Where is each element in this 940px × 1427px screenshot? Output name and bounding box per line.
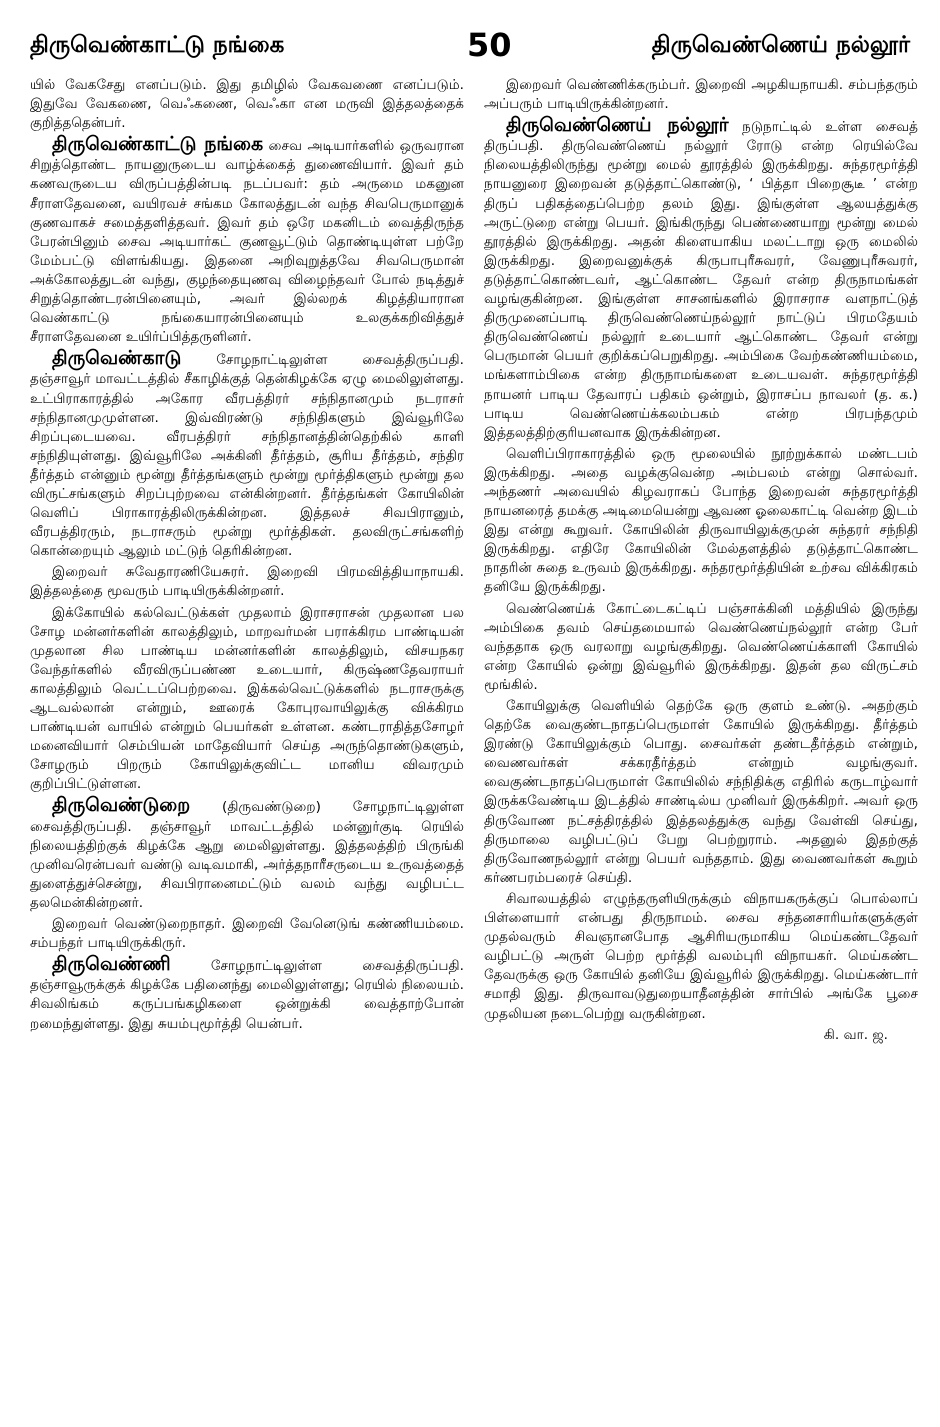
entry-headword: திருவெண்காடு bbox=[52, 347, 182, 370]
paragraph: இறைவர் வெண்ணிக்கரும்பர். இறைவி அழகியநாயகி. சம்பந்தரும் அப்பரும் பாடியிருக்கின்றனர். bbox=[484, 77, 918, 113]
paragraph: கோயிலுக்கு வெளியில் தெற்கே ஒரு குளம் உண்டு. அதற்கும் தெற்கே வைகுண்டநாதப்பெருமாள் கோயில் இருக்கிறது. தீர்த்தம் இரண்டு கோயிலுக்கும் பொது. சைவர்கள் தண்டதீர்த்தம் என்றும், வைணவர்கள் சக்கரதீர்த்தம் என்றும் வழங்குவர். வைகுண்டநாதப்பெருமாள் கோயிலில் சந்நிதிக்கு எதிரில் கருடாழ்வார் இருக்கவேண்டிய இடத்தில் சாண்டில்ய முனிவர் இருக்கிறர். அவர் ஒரு திருவோண நட்சத்திரத்தில் இத்தலத்துக்கு வந்து வேள்வி செய்து, திருமாலை வழிபட்டுப் பேறு பெற்றுராம். அதனுல் இதற்குத் திருவோணநல்லூர் என்று பெயர் வந்ததாம். இது வைணவர்கள் கூறும் கர்ணபரம்பரைச் செய்தி. bbox=[484, 698, 918, 886]
entry-headword: திருவெண்ணி bbox=[52, 953, 171, 976]
entry-headword: திருவெண்ணெய் நல்லூர் bbox=[506, 114, 729, 137]
paragraph: வெளிப்பிராகாரத்தில் ஒரு மூலையில் நூற்றுக்கால் மண்டபம் இருக்கிறது. அதை வழக்குவென்ற அம்பலம் என்று சொல்வர். அந்தணர் அவையில் கிழவராகப் போந்த இறைவன் சுந்தரமூர்த்தி நாயனரைத் தமக்கு அடிமையென்று ஆவண ஓலைகாட்டி வென்ற இடம் இது என்று கூறுவர். கோயிலின் திருவாயிலுக்குமுன் சுந்தரர் சந்நிதி இருக்கிறது. எதிரே கோயிலின் மேல்தளத்தில் தடுத்தாட்கொண்ட நாதரின் சுதை உருவம் இருக்கிறது. சுந்தரமூர்த்தியின் உற்சவ விக்கிரகம் தனியே இருக்கிறது. bbox=[484, 445, 918, 596]
entry-headword: திருவெண்காட்டு நங்கை bbox=[52, 133, 264, 156]
entry-body: சைவ அடியார்களில் ஒருவரான சிறுத்தொண்ட நாயனுருடைய வாழ்க்கைத் துணைவியார். இவர் தம் கணவருடைய விருப்பத்தின்படி நடப்பவர்: தம் அருமை மகனுன சீராளதேவனை, வயிரவச் சங்கம கோலத்துடன் வந்த சிவபெருமானுக் குணவாகச் சமைத்தளித்தவர். இவர் தம் ஒரே மகனிடம் வைத்திருந்த பேரன்பினும் சைவ அடியார்கட் குணவூட்டும் தொண்டியுள்ள பற்றே மேம்பட்டு விளங்கியது. இதனை அறிவுறுத்தவே சிவபெருமான் அக்கோலத்துடன் வந்து, குழந்தையுணவு விழைந்தவர் போல் நடித்துச் சிறுத்தொண்டரன்பினையும், அவர் இல்லறக் கிழத்தியாரான வெண்காட்டு நங்கையாரன்பினையும் உலகுக்கறிவித்துச் சீராளதேவனை உயிர்ப்பித்தருளினர். bbox=[30, 138, 464, 346]
entry-body: சோழநாட்டிலுள்ள சைவத்திருப்பதி. தஞ்சாவூருக்குக் கிழக்கே பதினைந்து மைலிலுள்ளது; ரெயில் நிலையம். சிவலிங்கம் கருப்பங்கழிகளை ஒன்றுக்கி வைத்தாற்போன் றமைந்துள்ளது. இது சுயம்புமூர்த்தி யென்பர். bbox=[30, 958, 464, 1032]
entry-body: சோழநாட்டிலுள்ள சைவத்திருப்பதி. தஞ்சாவூர் மாவட்டத்தில் சீகாழிக்குத் தென்கிழக்கே ஏழு மைலிலுள்ளது. உட்பிராகாரத்தில் அகோர வீரபத்திரர் சந்நிதானமும் நடராசர் சந்நிதானமுமுள்ளன. இவ்விரண்டு சந்நிதிகளும் இவ்வூரிலே சிறப்புடையவை. வீரபத்திரர் சந்நிதானத்தின்தெற்கில் காளி சந்நிதியுள்ளது. இவ்வூரிலே அக்கினி தீர்த்தம், சூரிய தீர்த்தம், சந்திர தீர்த்தம் என்னும் மூன்று தீர்த்தங்களும் மூன்று மூர்த்திகளும் மூன்று தல விருட்சங்களும் சிறப்புற்றவை என்கின்றனர். தீர்த்தங்கள் கோயிலின் வெளிப் பிராகாரத்திலிருக்கின்றன. இத்தலச் சிவபிரானும், வீரபத்திரரும், நடராசரும் மூன்று மூர்த்திகள். தலவிருட்சங்களிற் கொன்றையும் ஆலும் மட்டுந் தெரிகின்றன. bbox=[30, 352, 464, 560]
paragraph: இக்கோயில் கல்வெட்டுக்கள் முதலாம் இராசராசன் முதலான பல சோழ மன்னர்களின் காலத்திலும், மாறவர்மன் பராக்கிரம பாண்டியன் முதலான சில பாண்டிய மன்னர்களின் காலத்திலும், விசயநகர வேந்தர்களில் வீரவிருப்பண்ண உடையார், கிருஷ்ணதேவராயர் காலத்திலும் வெட்டப்பெற்றவை. இக்கல்வெட்டுக்களில் நடராசருக்கு ஆடவல்லான் என்றும், ஊரைக் கோபுரவாயிலுக்கு விக்கிரம பாண்டியன் வாயில் என்றும் பெயர்கள் உள்ளன. கண்டராதித்தசோழர் மனைவியார் செம்பியன் மாதேவியார் செய்த அருந்தொண்டுகளும், சோழரும் பிறரும் கோயிலுக்குவிட்ட மானிய விவரமும் குறிப்பிட்டுள்ளன. bbox=[30, 604, 464, 793]
entry-body: நடுநாட்டில் உள்ள சைவத் திருப்பதி. திருவெண்ணெய் நல்லூர் ரோடு என்ற ரெயில்வே நிலையத்திலிருந்து மூன்று மைல் தூரத்தில் இருக்கிறது. சுந்தரமூர்த்தி நாயனுரை இறைவன் தடுத்தாட்கொண்டு, ‘ பித்தா பிறைசூடீ ’ என்ற திருப் பதிகத்தைப்பெற்ற தலம் இது. இங்குள்ள ஆலயத்துக்கு அருட்டுறை என்று பெயர். இங்கிருந்து பெண்ணையாறு மூன்று மைல் தூரத்தில் இருக்கிறது. அதன் கிளையாகிய மலட்டாறு ஒரு மைலில் இருக்கிறது. இறைவனுக்குக் கிருபாபுரீசுவரர், வேணுபுரீசுவரர், தடுத்தாட்கொண்டவர், ஆட்கொண்ட தேவர் என்ற திருநாமங்கள் வழங்குகின்றன. இங்குள்ள சாசனங்களில் இராசராச வளநாட்டுத் திருமுனைப்பாடி திருவெண்ணெய்நல்லூர் நாட்டுப் பிரமதேயம் திருவெண்ணெய் நல்லூர் உடையார் ஆட்கொண்ட தேவர் என்று பெருமான் பெயர் குறிக்கப்பெறுகிறது. அம்பிகை வேற்கண்ணியம்மை, மங்களாம்பிகை என்ற திருநாமங்களை உடையவள். சுந்தரமூர்த்தி நாயனர் பாடிய தேவாரப் பதிகம் ஒன்றும், இராசப்ப நாவலர் (த. க.) பாடிய வெண்ணெய்க்கலம்பகம் என்ற பிரபந்தமும் இத்தலத்திற்குரியனவாக இருக்கின்றன. bbox=[484, 119, 918, 441]
right-column bbox=[484, 76, 918, 1421]
paragraph: சிவாலயத்தில் எழுந்தருளியிருக்கும் விநாயகருக்குப் பொல்லாப் பிள்ளையார் என்பது திருநாமம். சைவ சந்தனசாரியர்களுக்குள் முதல்வரும் சிவஞானபோத ஆசிரியருமாகிய மெய்கண்டதேவர் வழிபட்டு அருள் பெற்ற மூர்த்தி வலம்புரி விநாயகர். மெய்கண்ட தேவருக்கு ஒரு கோயில் தனியே இவ்வூரில் இருக்கிறது. மெய்கண்டார் சமாதி இது. திருவாவடுதுறையாதீனத்தின் சார்பில் அங்கே பூசை முதலியன நடைபெற்று வருகின்றன. bbox=[484, 890, 918, 1022]
entry-headword: திருவெண்டுறை bbox=[52, 794, 191, 817]
paragraph: இறைவர் சுவேதாரணியேசுரர். இறைவி பிரமவித்தியாநாயகி. இத்தலத்தை மூவரும் பாடியிருக்கின்றனர். bbox=[30, 564, 464, 600]
entry-tiruvenkattu-nangai bbox=[30, 135, 464, 347]
header-left-title: திருவெண்காட்டு நங்கை bbox=[30, 32, 285, 58]
page-header bbox=[30, 20, 918, 76]
paragraph: இறைவர் வெண்டுறைநாதர். இறைவி வேனெடுங் கண்ணியம்மை. சம்பந்தர் பாடியிருக்கிருர். bbox=[30, 916, 464, 952]
header-right-title: திருவெண்ணெய் நல்லூர் bbox=[651, 32, 910, 58]
entry-tiruvenni bbox=[30, 955, 464, 1033]
entry-tiruvenkadu bbox=[30, 349, 464, 561]
page-number: 50 bbox=[467, 26, 512, 64]
paragraph: யில் வேகசேது எனப்படும். இது தமிழில் வேகவணை எனப்படும். இதுவே வேகணை, வெஃகணை, வெஃகா என மருவி இத்தலத்தைக் குறித்ததென்பர். bbox=[30, 77, 464, 132]
entry-body: சோழநாட்டிலுள்ள சைவத்திருப்பதி. தஞ்சாவூர் மாவட்டத்தில் மன்னுர்குடி ரெயில் நிலையத்திற்குக் கிழக்கே ஆறு மைலிலுள்ளது. இத்தலத்திற் பிருங்கி முனிவரென்பவர் வண்டு வடிவமாகி, அர்த்தநாரீசருடைய உருவத்தைத் துளைத்துச்சென்று, சிவபிரானைமட்டும் வலம் வந்து வழிபட்ட தலமென்கின்றனர். bbox=[30, 799, 464, 911]
entry-tiruvennai-nallur bbox=[484, 116, 918, 443]
entry-tiruvendurai bbox=[30, 796, 464, 913]
entry-alt-name: (திருவண்டுறை) bbox=[190, 799, 353, 816]
author-signature: கி. வா. ஜ. bbox=[823, 1026, 888, 1043]
columns bbox=[30, 76, 918, 1421]
paragraph: வெண்ணெய்க் கோட்டைகட்டிப் பஞ்சாக்கினி மத்தியில் இருந்து அம்பிகை தவம் செய்தமையால் வெண்ணெய்நல்லூர் என்ற பேர் வந்ததாக ஒரு வரலாறு வழங்குகிறது. வெண்ணெய்க்காளி கோயில் என்ற கோயில் ஒன்று இவ்வூரில் இருக்கிறது. இதன் தல விருட்சம் மூங்கில். bbox=[484, 600, 918, 693]
left-column bbox=[30, 76, 464, 1421]
